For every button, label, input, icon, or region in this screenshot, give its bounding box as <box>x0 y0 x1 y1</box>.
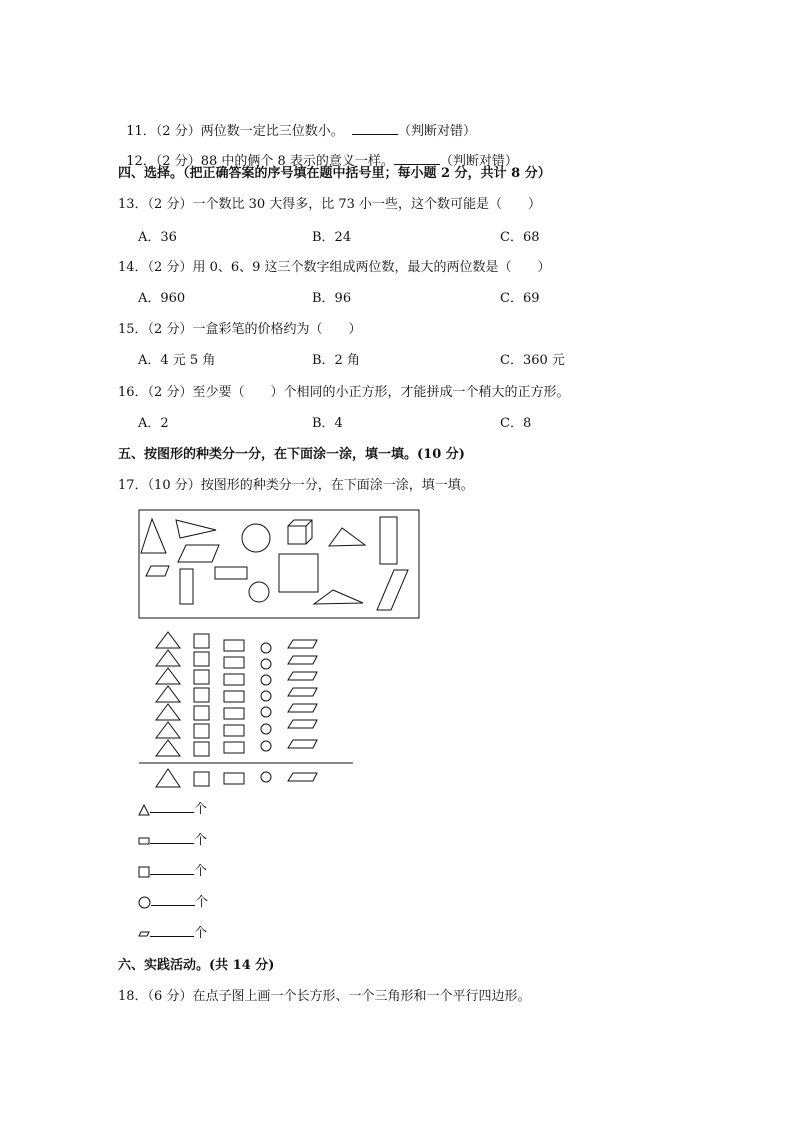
rectangle-shape <box>380 517 397 564</box>
square-count-row <box>138 862 207 881</box>
section-6-heading: 六、实践活动。(共 14 分) <box>118 958 275 973</box>
triangle-shape <box>329 528 365 546</box>
circle-column[interactable] <box>261 643 271 751</box>
question-13: 13．（2 分）一个数比 30 大得多，比 73 小一些，这个数可能是（ ） <box>118 197 542 212</box>
rectangle-column[interactable] <box>224 640 244 753</box>
q16-option-b[interactable]: B．4 <box>312 416 343 431</box>
answer-blank-12[interactable] <box>394 152 440 165</box>
q15-option-b[interactable]: B．2 角 <box>312 353 360 368</box>
question-17: 17．（10 分）按图形的种类分一分，在下面涂一涂，填一填。 <box>118 478 474 493</box>
q13-option-c[interactable]: C．68 <box>500 230 540 245</box>
mixed-shapes-figure <box>136 507 422 620</box>
circle-shape <box>249 582 269 602</box>
question-18: 18．（6 分）在点子图上画一个长方形、一个三角形和一个平行四边形。 <box>118 989 531 1004</box>
question-16: 16．（2 分）至少要（ ）个相同的小正方形，才能拼成一个稍大的正方形。 <box>118 385 570 400</box>
triangle-shape <box>141 519 166 553</box>
shape-count-chart <box>136 630 358 794</box>
rectangle-count-row <box>138 831 207 850</box>
square-shape <box>279 554 318 592</box>
square-count-blank[interactable] <box>150 862 194 875</box>
rectangle-icon <box>138 835 150 847</box>
cube-shape <box>288 520 312 544</box>
triangle-shape <box>314 590 363 604</box>
parallelogram-label-icon <box>288 773 317 781</box>
q13-option-b[interactable]: B．24 <box>312 230 352 245</box>
q14-option-b[interactable]: B．96 <box>312 291 352 306</box>
circle-count-blank[interactable] <box>151 893 195 906</box>
rectangle-count-blank[interactable] <box>150 831 194 844</box>
q14-option-a[interactable]: A．960 <box>138 291 186 306</box>
q15-option-c[interactable]: C．360 元 <box>500 353 565 368</box>
parallelogram-count-row <box>138 924 207 943</box>
unit-label: 个 <box>194 802 208 817</box>
unit-label: 个 <box>194 833 208 848</box>
unit-label: 个 <box>195 895 209 910</box>
parallelogram-icon <box>138 928 150 940</box>
triangle-count-row <box>138 800 207 819</box>
circle-shape <box>242 524 270 552</box>
triangle-count-blank[interactable] <box>150 800 194 813</box>
parallelogram-count-blank[interactable] <box>150 924 194 937</box>
parallelogram-column[interactable] <box>288 640 317 748</box>
unit-label: 个 <box>194 864 208 879</box>
question-11-suffix: （判断对错） <box>397 124 476 139</box>
q16-option-c[interactable]: C．8 <box>500 416 532 431</box>
circle-label-icon <box>261 772 271 782</box>
parallelogram-shape <box>146 566 169 576</box>
question-15: 15．（2 分）一盒彩笔的价格约为（ ） <box>118 322 362 337</box>
square-label-icon <box>194 772 209 786</box>
rectangle-shape <box>180 569 193 604</box>
question-11-text: 11．（2 分）两位数一定比三位数小。 <box>126 124 344 139</box>
question-12-text: 12．（2 分）88 中的俩个 8 表示的意义一样。 <box>126 154 394 169</box>
q16-option-a[interactable]: A．2 <box>138 416 169 431</box>
section-5-heading: 五、按图形的种类分一分，在下面涂一涂，填一填。(10 分) <box>118 447 465 462</box>
question-12-suffix: （判断对错） <box>439 154 518 169</box>
circle-count-row <box>138 893 208 912</box>
question-14: 14．（2 分）用 0、6、9 这三个数字组成两位数，最大的两位数是（ ） <box>118 260 551 275</box>
square-column[interactable] <box>194 634 209 756</box>
q15-option-a[interactable]: A．4 元 5 角 <box>138 353 216 368</box>
section-4-heading: 四、选择。（把正确答案的序号填在题中括号里；每小题 2 分，共计 8 分） <box>118 166 551 181</box>
unit-label: 个 <box>194 926 208 941</box>
triangle-icon <box>138 804 150 816</box>
q14-option-c[interactable]: C．69 <box>500 291 540 306</box>
rectangle-label-icon <box>224 773 244 784</box>
circle-icon <box>138 896 151 909</box>
parallelogram-shape <box>178 545 219 562</box>
parallelogram-shape <box>377 570 408 610</box>
rectangle-shape <box>215 567 247 579</box>
triangle-label-icon <box>156 769 180 787</box>
q13-option-a[interactable]: A．36 <box>138 230 177 245</box>
triangle-shape <box>176 520 216 538</box>
square-icon <box>138 866 150 878</box>
triangle-column[interactable] <box>156 632 180 756</box>
